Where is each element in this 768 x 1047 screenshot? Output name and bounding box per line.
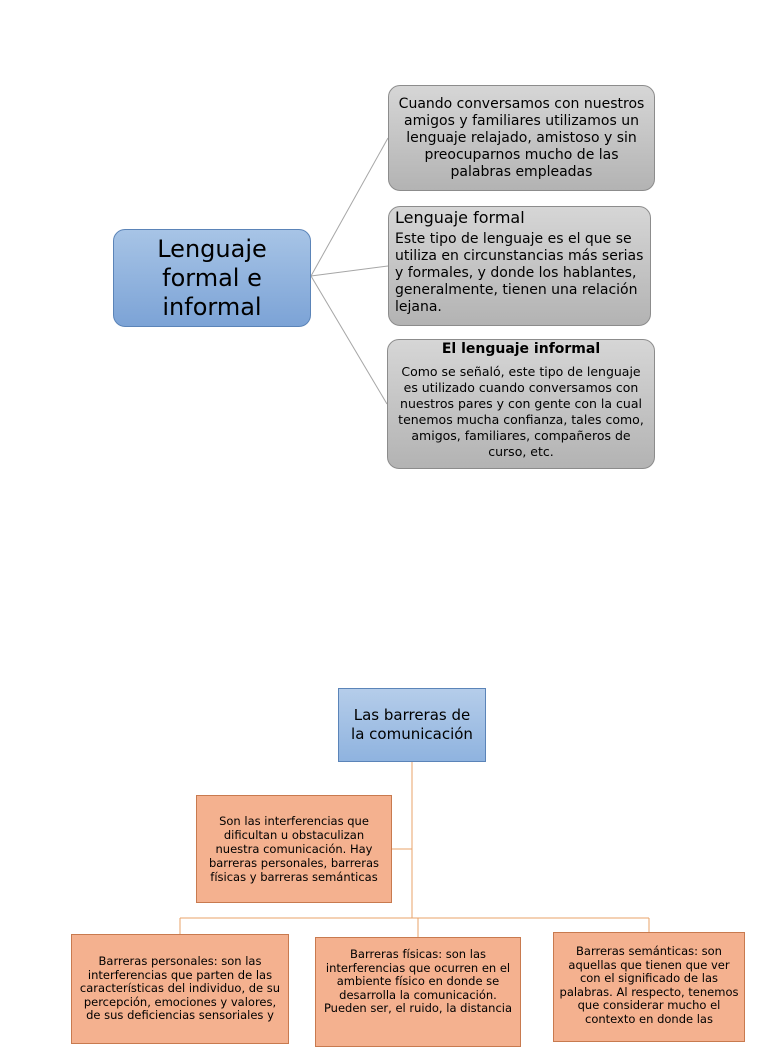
node-barreras-personales-text: Barreras personales: son las interferencias que parten de las características del individuo, de su percepción, emociones y valores, de sus deficiencias sensoriales y (79, 954, 281, 1022)
connector-central-top (311, 138, 388, 276)
node-barreras-fisicas (315, 937, 521, 1047)
node-lenguaje-formal-title: Lenguaje formal (395, 208, 525, 227)
node-barreras-title-text: Las barreras de la comunicación (351, 706, 473, 743)
connector-central-formal (311, 266, 388, 276)
node-conversamos (388, 85, 655, 191)
node-lenguaje-informal-title: El lenguaje informal (441, 341, 601, 357)
node-barreras-fisicas-text: Barreras físicas: son las interferencias que ocurren en el ambiente físico en donde se desarrolla la comunicación. Pueden ser, el ruido, la distancia (323, 947, 513, 1015)
node-barreras-personales (71, 934, 289, 1044)
node-barreras-semanticas (553, 932, 745, 1042)
node-barreras-definition (196, 795, 392, 903)
node-lenguaje-informal (387, 339, 655, 469)
node-conversamos-text: Cuando conversamos con nuestros amigos y familiares utilizamos un lenguaje relajado, amistoso y sin preocuparnos mucho de las palabras empleadas (398, 95, 645, 180)
node-barreras-definition-text: Son las interferencias que dificultan u obstaculizan nuestra comunicación. Hay barreras personales, barreras físicas y barreras semánticas (208, 814, 380, 884)
node-lenguaje-central (113, 229, 311, 327)
node-lenguaje-informal-text: Como se señaló, este tipo de lenguaje es utilizado cuando conversamos con nuestros pares y con gente con la cual tenemos mucha confianza, tales como, amigos, familiares, compañeros de curso, etc. (398, 364, 644, 459)
node-barreras-semanticas-text: Barreras semánticas: son aquellas que tienen que ver con el significado de las palabras. Al respecto, tenemos que considerar mucho el contexto en donde las (559, 944, 739, 1026)
node-lenguaje-formal (388, 206, 651, 326)
node-lenguaje-formal-text: Este tipo de lenguaje es el que se utiliza en circunstancias más serias y formales, y donde los hablantes, generalmente, tienen una relación lejana. (395, 231, 644, 315)
node-lenguaje-central-text: Lenguaje formal e informal (157, 234, 267, 321)
connector-central-informal (311, 276, 387, 404)
node-barreras-title (338, 688, 486, 762)
